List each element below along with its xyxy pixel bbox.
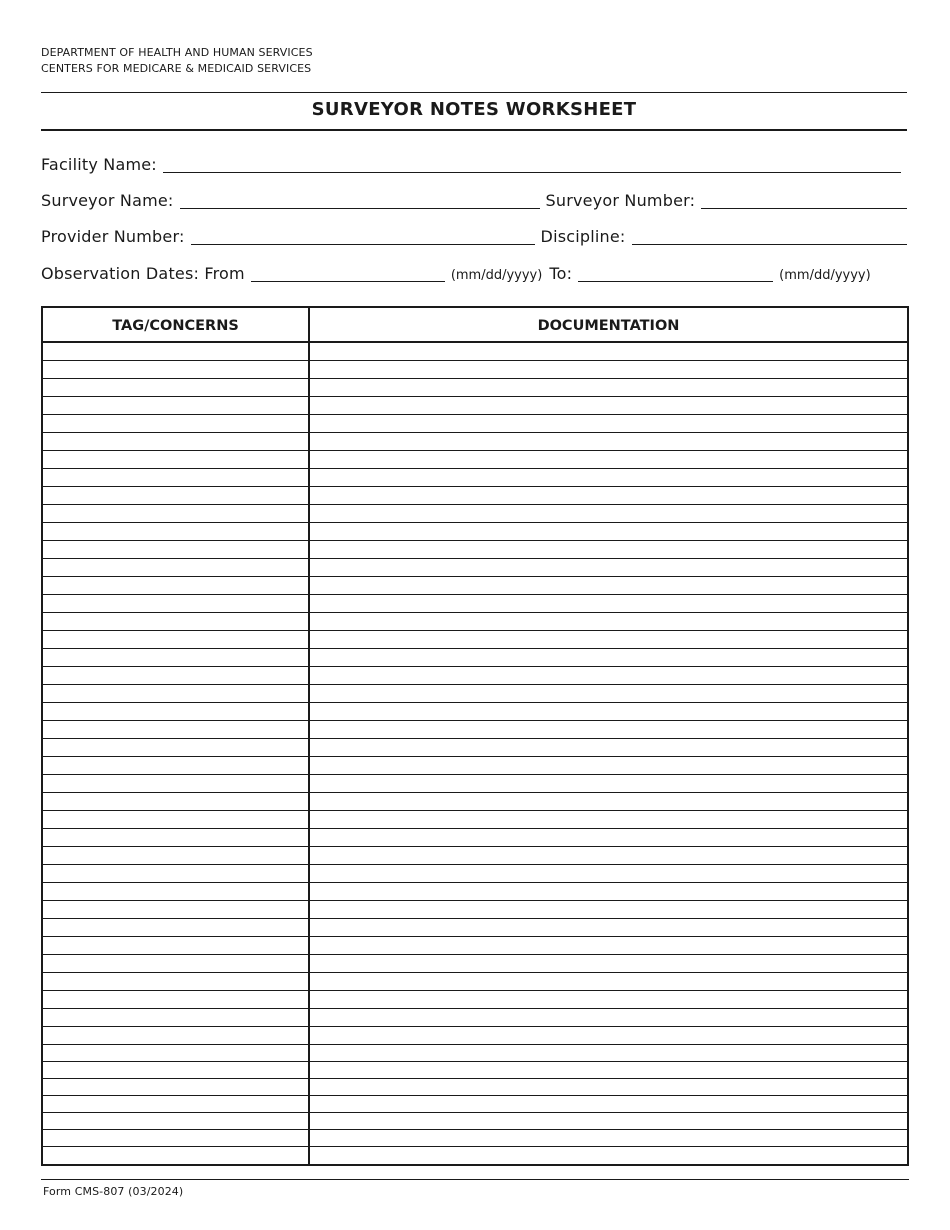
notes-table-header bbox=[43, 308, 907, 343]
tag-concerns-cell[interactable] bbox=[43, 1113, 310, 1129]
surveyor-number-field[interactable] bbox=[701, 194, 907, 209]
documentation-cell[interactable] bbox=[310, 361, 907, 378]
form-title: SURVEYOR NOTES WORKSHEET bbox=[311, 99, 637, 120]
tag-concerns-cell[interactable] bbox=[43, 865, 310, 882]
documentation-cell[interactable] bbox=[310, 649, 907, 666]
agency-line-cms: CENTERS FOR MEDICARE & MEDICAID SERVICES bbox=[41, 61, 312, 75]
table-row bbox=[43, 379, 907, 397]
documentation-cell[interactable] bbox=[310, 1096, 907, 1112]
table-row bbox=[43, 595, 907, 613]
documentation-cell[interactable] bbox=[310, 829, 907, 846]
documentation-cell[interactable] bbox=[310, 685, 907, 702]
tag-concerns-cell[interactable] bbox=[43, 1062, 310, 1078]
provider-number-field[interactable] bbox=[191, 230, 535, 245]
column-header-documentation: DOCUMENTATION bbox=[537, 318, 680, 334]
surveyor-name-label: Surveyor Name: bbox=[41, 191, 174, 210]
tag-concerns-cell[interactable] bbox=[43, 415, 310, 432]
documentation-cell[interactable] bbox=[310, 1079, 907, 1095]
documentation-cell[interactable] bbox=[310, 451, 907, 468]
tag-concerns-cell[interactable] bbox=[43, 631, 310, 648]
table-row bbox=[43, 613, 907, 631]
tag-concerns-cell[interactable] bbox=[43, 541, 310, 558]
table-row bbox=[43, 1113, 907, 1130]
documentation-cell[interactable] bbox=[310, 901, 907, 918]
table-row bbox=[43, 757, 907, 775]
table-row bbox=[43, 973, 907, 991]
documentation-cell[interactable] bbox=[310, 667, 907, 684]
tag-concerns-cell[interactable] bbox=[43, 361, 310, 378]
documentation-cell[interactable] bbox=[310, 793, 907, 810]
observation-to-format-hint: (mm/dd/yyyy) bbox=[779, 268, 871, 283]
tag-concerns-cell[interactable] bbox=[43, 559, 310, 576]
table-row bbox=[43, 901, 907, 919]
documentation-cell[interactable] bbox=[310, 577, 907, 594]
table-row bbox=[43, 1009, 907, 1027]
observation-from-format-hint: (mm/dd/yyyy) bbox=[450, 268, 543, 283]
tag-concerns-cell[interactable] bbox=[43, 739, 310, 756]
documentation-cell[interactable] bbox=[310, 631, 907, 648]
table-row bbox=[43, 397, 907, 415]
tag-concerns-cell[interactable] bbox=[43, 757, 310, 774]
provider-number-label: Provider Number: bbox=[41, 227, 185, 246]
documentation-cell[interactable] bbox=[310, 919, 907, 936]
tag-concerns-cell[interactable] bbox=[43, 811, 310, 828]
documentation-cell[interactable] bbox=[310, 955, 907, 972]
table-row bbox=[43, 865, 907, 883]
table-row bbox=[43, 883, 907, 901]
tag-concerns-cell[interactable] bbox=[43, 829, 310, 846]
tag-concerns-cell[interactable] bbox=[43, 901, 310, 918]
notes-table-body bbox=[43, 343, 907, 1164]
table-row bbox=[43, 1096, 907, 1113]
tag-concerns-cell[interactable] bbox=[43, 577, 310, 594]
tag-concerns-cell[interactable] bbox=[43, 1130, 310, 1146]
table-row bbox=[43, 469, 907, 487]
table-row bbox=[43, 667, 907, 685]
tag-concerns-cell[interactable] bbox=[43, 793, 310, 810]
table-row bbox=[43, 559, 907, 577]
tag-concerns-cell[interactable] bbox=[43, 973, 310, 990]
tag-concerns-cell[interactable] bbox=[43, 595, 310, 612]
table-row bbox=[43, 631, 907, 649]
observation-from-label: Observation Dates: From bbox=[41, 264, 245, 283]
documentation-cell[interactable] bbox=[310, 1045, 907, 1061]
table-row bbox=[43, 505, 907, 523]
documentation-cell[interactable] bbox=[310, 415, 907, 432]
table-row bbox=[43, 1130, 907, 1147]
documentation-cell[interactable] bbox=[310, 469, 907, 486]
table-row bbox=[43, 1079, 907, 1096]
title-top-rule bbox=[41, 92, 907, 93]
column-header-tag-concerns: TAG/CONCERNS bbox=[112, 318, 239, 334]
observation-dates-row bbox=[41, 264, 907, 283]
observation-to-field[interactable] bbox=[578, 267, 773, 282]
table-row bbox=[43, 793, 907, 811]
surveyor-number-label: Surveyor Number: bbox=[545, 191, 696, 210]
table-row bbox=[43, 1062, 907, 1079]
table-row bbox=[43, 523, 907, 541]
tag-concerns-cell[interactable] bbox=[43, 1027, 310, 1044]
documentation-cell[interactable] bbox=[310, 613, 907, 630]
documentation-cell[interactable] bbox=[310, 865, 907, 882]
tag-concerns-cell[interactable] bbox=[43, 397, 310, 414]
tag-concerns-cell[interactable] bbox=[43, 487, 310, 504]
tag-concerns-cell[interactable] bbox=[43, 685, 310, 702]
title-bottom-rule bbox=[41, 129, 907, 131]
documentation-cell[interactable] bbox=[310, 397, 907, 414]
tag-concerns-cell[interactable] bbox=[43, 955, 310, 972]
documentation-cell[interactable] bbox=[310, 883, 907, 900]
documentation-cell[interactable] bbox=[310, 433, 907, 450]
documentation-cell[interactable] bbox=[310, 559, 907, 576]
documentation-cell[interactable] bbox=[310, 937, 907, 954]
documentation-cell[interactable] bbox=[310, 595, 907, 612]
provider-row bbox=[41, 227, 907, 246]
documentation-cell[interactable] bbox=[310, 343, 907, 360]
documentation-cell[interactable] bbox=[310, 991, 907, 1008]
table-row bbox=[43, 1045, 907, 1062]
table-row bbox=[43, 829, 907, 847]
table-row bbox=[43, 739, 907, 757]
tag-concerns-cell[interactable] bbox=[43, 469, 310, 486]
tag-concerns-cell[interactable] bbox=[43, 379, 310, 396]
tag-concerns-cell[interactable] bbox=[43, 847, 310, 864]
tag-concerns-cell[interactable] bbox=[43, 883, 310, 900]
documentation-cell[interactable] bbox=[310, 847, 907, 864]
facility-name-label: Facility Name: bbox=[41, 155, 157, 174]
table-row bbox=[43, 361, 907, 379]
documentation-cell[interactable] bbox=[310, 1027, 907, 1044]
tag-concerns-cell[interactable] bbox=[43, 523, 310, 540]
tag-concerns-cell[interactable] bbox=[43, 991, 310, 1008]
tag-concerns-cell[interactable] bbox=[43, 667, 310, 684]
facility-name-field[interactable] bbox=[163, 158, 901, 173]
tag-concerns-cell[interactable] bbox=[43, 451, 310, 468]
agency-header bbox=[41, 45, 313, 76]
tag-concerns-cell[interactable] bbox=[43, 703, 310, 720]
form-number: Form CMS-807 (03/2024) bbox=[43, 1185, 184, 1198]
tag-concerns-cell[interactable] bbox=[43, 613, 310, 630]
table-row bbox=[43, 955, 907, 973]
table-row bbox=[43, 703, 907, 721]
table-row bbox=[43, 919, 907, 937]
tag-concerns-cell[interactable] bbox=[43, 649, 310, 666]
table-row bbox=[43, 433, 907, 451]
documentation-cell[interactable] bbox=[310, 1113, 907, 1129]
documentation-cell[interactable] bbox=[310, 775, 907, 792]
tag-concerns-cell[interactable] bbox=[43, 433, 310, 450]
documentation-cell[interactable] bbox=[310, 1147, 907, 1164]
observation-from-field[interactable] bbox=[251, 267, 445, 282]
table-row bbox=[43, 685, 907, 703]
documentation-cell[interactable] bbox=[310, 487, 907, 504]
table-row bbox=[43, 415, 907, 433]
tag-concerns-cell[interactable] bbox=[43, 1079, 310, 1095]
table-row bbox=[43, 343, 907, 361]
footer-rule bbox=[41, 1179, 909, 1180]
documentation-cell[interactable] bbox=[310, 703, 907, 720]
documentation-cell[interactable] bbox=[310, 721, 907, 738]
documentation-cell[interactable] bbox=[310, 1062, 907, 1078]
documentation-cell[interactable] bbox=[310, 973, 907, 990]
documentation-cell[interactable] bbox=[310, 739, 907, 756]
table-row bbox=[43, 721, 907, 739]
tag-concerns-cell[interactable] bbox=[43, 1009, 310, 1026]
table-row bbox=[43, 487, 907, 505]
documentation-cell[interactable] bbox=[310, 1009, 907, 1026]
table-row bbox=[43, 1027, 907, 1045]
documentation-cell[interactable] bbox=[310, 541, 907, 558]
table-row bbox=[43, 1147, 907, 1164]
table-row bbox=[43, 541, 907, 559]
table-row bbox=[43, 577, 907, 595]
tag-concerns-cell[interactable] bbox=[43, 1147, 310, 1164]
surveyor-name-field[interactable] bbox=[180, 194, 540, 209]
table-row bbox=[43, 937, 907, 955]
tag-concerns-cell[interactable] bbox=[43, 775, 310, 792]
documentation-cell[interactable] bbox=[310, 505, 907, 522]
tag-concerns-cell[interactable] bbox=[43, 919, 310, 936]
tag-concerns-cell[interactable] bbox=[43, 937, 310, 954]
table-row bbox=[43, 649, 907, 667]
table-row bbox=[43, 775, 907, 793]
tag-concerns-cell[interactable] bbox=[43, 343, 310, 360]
facility-name-row bbox=[41, 155, 907, 174]
agency-line-hhs: DEPARTMENT OF HEALTH AND HUMAN SERVICES bbox=[41, 46, 313, 59]
observation-to-label: To: bbox=[549, 264, 573, 283]
table-row bbox=[43, 991, 907, 1009]
tag-concerns-cell[interactable] bbox=[43, 505, 310, 522]
tag-concerns-cell[interactable] bbox=[43, 721, 310, 738]
table-row bbox=[43, 847, 907, 865]
discipline-label: Discipline: bbox=[540, 227, 626, 246]
documentation-cell[interactable] bbox=[310, 757, 907, 774]
tag-concerns-cell[interactable] bbox=[43, 1045, 310, 1061]
notes-table bbox=[41, 306, 909, 1166]
documentation-cell[interactable] bbox=[310, 1130, 907, 1146]
table-row bbox=[43, 811, 907, 829]
surveyor-row bbox=[41, 191, 907, 210]
documentation-cell[interactable] bbox=[310, 379, 907, 396]
documentation-cell[interactable] bbox=[310, 523, 907, 540]
documentation-cell[interactable] bbox=[310, 811, 907, 828]
tag-concerns-cell[interactable] bbox=[43, 1096, 310, 1112]
discipline-field[interactable] bbox=[632, 230, 907, 245]
table-row bbox=[43, 451, 907, 469]
